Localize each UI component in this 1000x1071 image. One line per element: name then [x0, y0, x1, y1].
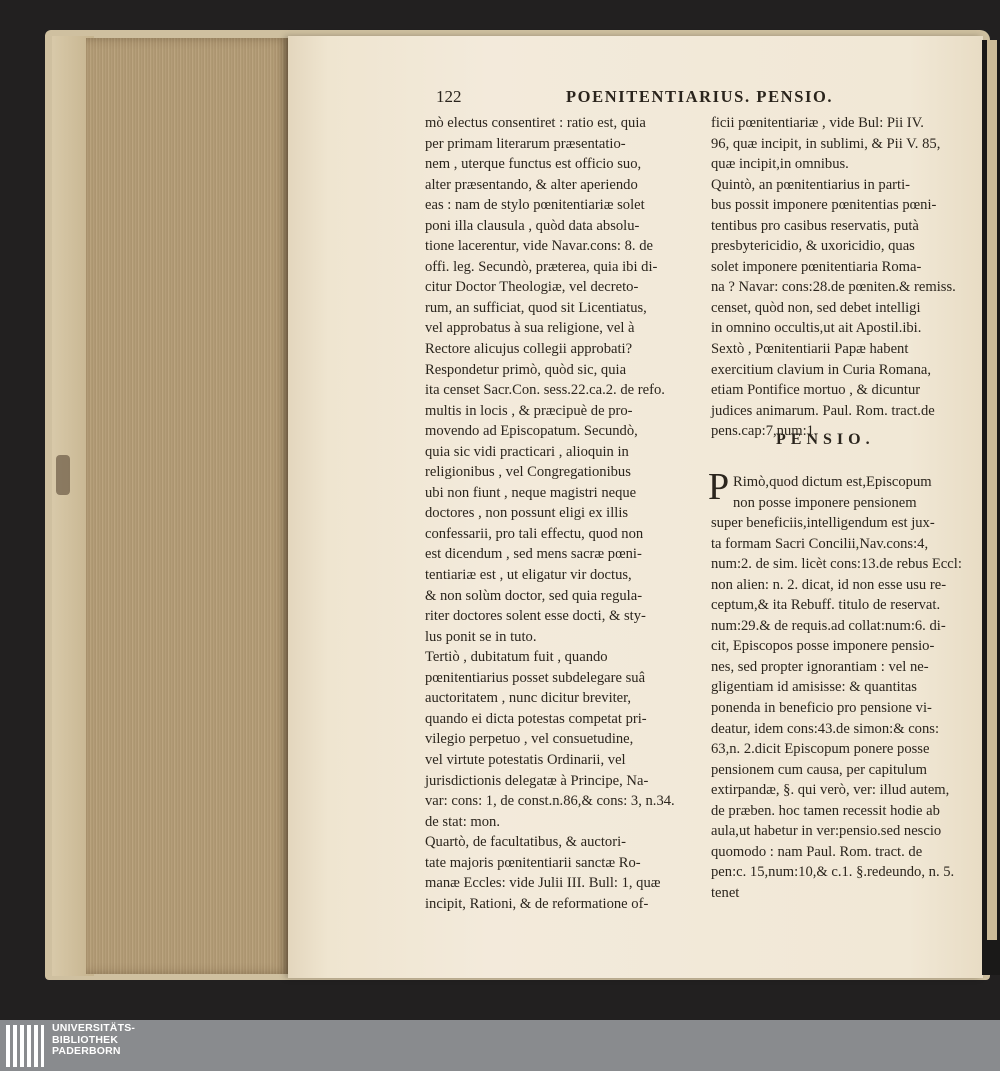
text-line: Rectore alicujus collegii approbati? [425, 341, 633, 358]
cover-stain [56, 455, 70, 495]
text-line: de præben. hoc tamen recessit hodie ab [711, 802, 940, 819]
right-page-edge [987, 40, 997, 940]
text-line: 96, quæ incipit, in sublimi, & Pii V. 85, [711, 135, 941, 152]
text-line: quando ei dicta potestas competat pri- [425, 710, 647, 727]
text-line: vel approbatus à sua religione, vel à [425, 320, 635, 337]
text-line: movendo ad Episcopatum. Secundò, [425, 423, 638, 440]
text-line: Tertiò , dubitatum fuit , quando [425, 649, 608, 666]
text-line: vel virtute potestatis Ordinarii, vel [425, 751, 626, 768]
university-library-bars-logo-icon [4, 1022, 46, 1070]
text-line: citur Doctor Theologiæ, vel decreto- [425, 279, 639, 296]
text-line: aula,ut habetur in ver:pensio.sed nescio [711, 823, 942, 840]
text-line: mò electus consentiret : ratio est, quia [425, 115, 646, 131]
text-line: extirpandæ, §. qui verò, ver: illud autem, [711, 782, 950, 799]
library-name-line1: UNIVERSITÄTS- [52, 1022, 136, 1034]
text-line: censet, quòd non, sed debet intelligi [711, 299, 921, 316]
page-block-fore-edge [86, 38, 290, 974]
text-line: num:2. de sim. licèt cons:13.de rebus Eccl: [711, 556, 962, 573]
text-line: pœnitentiarius posset subdelegare suâ [425, 669, 646, 686]
text-line: judices animarum. Paul. Rom. tract.de [711, 402, 935, 419]
section-heading: PENSIO. [776, 431, 875, 448]
text-line: offi. leg. Secundò, præterea, quia ibi di- [425, 258, 658, 275]
text-line: de stat: mon. [425, 813, 500, 830]
text-line: tentiariæ est , ut eligatur vir doctus, [425, 567, 632, 584]
text-line: 63,n. 2.dicit Episcopum ponere posse [711, 741, 930, 758]
drop-cap: P [708, 466, 730, 508]
text-line: auctoritatem , nunc dicitur breviter, [425, 690, 632, 707]
text-line: num:29.& de requis.ad collat:num:6. di- [711, 617, 946, 634]
text-line: Quartò, de facultatibus, & auctori- [425, 834, 626, 851]
text-line: Respondetur primò, quòd sic, quia [425, 361, 627, 378]
text-line: in omnino occultis,ut ait Apostil.ibi. [711, 320, 922, 337]
text-line: tentibus pro casibus reservatis, putà [711, 217, 919, 234]
text-line: confessarii, pro tali effectu, quod non [425, 525, 644, 542]
text-line: cit, Episcopos posse imponere pensio- [711, 638, 935, 655]
text-line: tenet [711, 884, 740, 901]
text-line: ubi non fiunt , neque magistri neque [425, 484, 637, 501]
running-title: POENITENTIARIUS. PENSIO. [566, 87, 834, 106]
right-text-column-top [711, 113, 959, 442]
text-line: non posse imponere pensionem [733, 494, 917, 511]
library-name [52, 1023, 135, 1058]
text-line: doctores , non possunt eligi ex illis [425, 505, 629, 522]
text-line: poni illa clausula , quòd data absolu- [425, 217, 640, 234]
page-number: 122 [436, 87, 462, 106]
text-line: exercitium clavium in Curia Romana, [711, 361, 932, 378]
text-line: jurisdictionis delegatæ à Principe, Na- [425, 772, 649, 789]
text-line: super beneficiis,intelligendum est jux- [711, 515, 935, 532]
page-header [436, 87, 856, 109]
text-line: rum, an sufficiat, quod sit Licentiatus, [425, 299, 647, 316]
text-line: ita censet Sacr.Con. sess.22.ca.2. de refo. [425, 382, 665, 399]
text-line: pen:c. 15,num:10,& c.1. §.redeundo, n. 5. [711, 864, 955, 881]
text-line: na ? Navar: cons:28.de pœniten.& remiss. [711, 279, 956, 296]
text-line: alter præsentando, & alter aperiendo [425, 176, 638, 193]
text-line: per primam literarum præsentatio- [425, 135, 626, 152]
text-line: incipit, Rationi, & de reformatione of- [425, 895, 649, 912]
text-line: quomodo : nam Paul. Rom. tract. de [711, 843, 923, 860]
text-line: vilegio perpetuo , vel consuetudine, [425, 731, 634, 748]
text-line: & non solùm doctor, sed quia regula- [425, 587, 643, 604]
library-footer-bar [0, 1020, 1000, 1071]
text-line: solet imponere pœnitentiaria Roma- [711, 258, 922, 275]
text-line: tate majoris pœnitentiarii sanctæ Ro- [425, 854, 641, 871]
text-line: pens.cap:7,num:1. [711, 423, 818, 440]
text-line: pensionem cum causa, per capitulum [711, 761, 927, 778]
text-line: var: cons: 1, de const.n.86,& cons: 3, n.34. [425, 793, 675, 810]
text-line: riter doctores solent esse docti, & sty- [425, 608, 646, 625]
text-line: religionibus , vel Congregationibus [425, 464, 631, 481]
text-line: bus possit imponere pœnitentias pœni- [711, 197, 937, 214]
text-line: tione lacerentur, vide Navar.cons: 8. de [425, 238, 653, 255]
right-text-column-bottom [711, 472, 962, 903]
text-line: eas : nam de stylo pœnitentiariæ solet [425, 197, 645, 214]
text-line: nem , uterque functus est officio suo, [425, 156, 642, 173]
text-line: ficii pœnitentiariæ , vide Bul: Pii IV. [711, 115, 924, 131]
text-line: Quintò, an pœnitentiarius in parti- [711, 176, 911, 193]
left-text-column [425, 113, 693, 914]
text-line: quæ incipit,in omnibus. [711, 156, 849, 173]
text-line: ponenda in beneficio pro pensione vi- [711, 700, 932, 717]
text-line: Sextò , Pœnitentiarii Papæ habent [711, 341, 909, 358]
text-line: Rimò,quod dictum est,Episcopum [733, 474, 932, 490]
text-line: lus ponit se in tuto. [425, 628, 537, 645]
text-line: manæ Eccles: vide Julii III. Bull: 1, quæ [425, 875, 661, 892]
text-line: est dicendum , sed mens sacræ pœni- [425, 546, 642, 563]
library-name-line3: PADERBORN [52, 1045, 121, 1057]
text-line: multis in locis , & præcipuè de pro- [425, 402, 633, 419]
text-line: deatur, idem cons:43.de simon:& cons: [711, 720, 940, 737]
text-line: nes, sed propter ignorantiam : vel ne- [711, 658, 929, 675]
text-line: quia sic vidi practicari , alioquin in [425, 443, 629, 460]
text-line: ta formam Sacri Concilii,Nav.cons:4, [711, 535, 929, 552]
text-line: non alien: n. 2. dicat, id non esse usu re- [711, 576, 947, 593]
library-name-line2: BIBLIOTHEK [52, 1033, 119, 1046]
text-line: ceptum,& ita Rebuff. titulo de reservat. [711, 597, 941, 614]
text-line: etiam Pontifice mortuo , & dicuntur [711, 382, 921, 399]
text-line: presbytericidio, & uxoricidio, quas [711, 238, 915, 255]
text-line: gligentiam id amisisse: & quantitas [711, 679, 917, 696]
